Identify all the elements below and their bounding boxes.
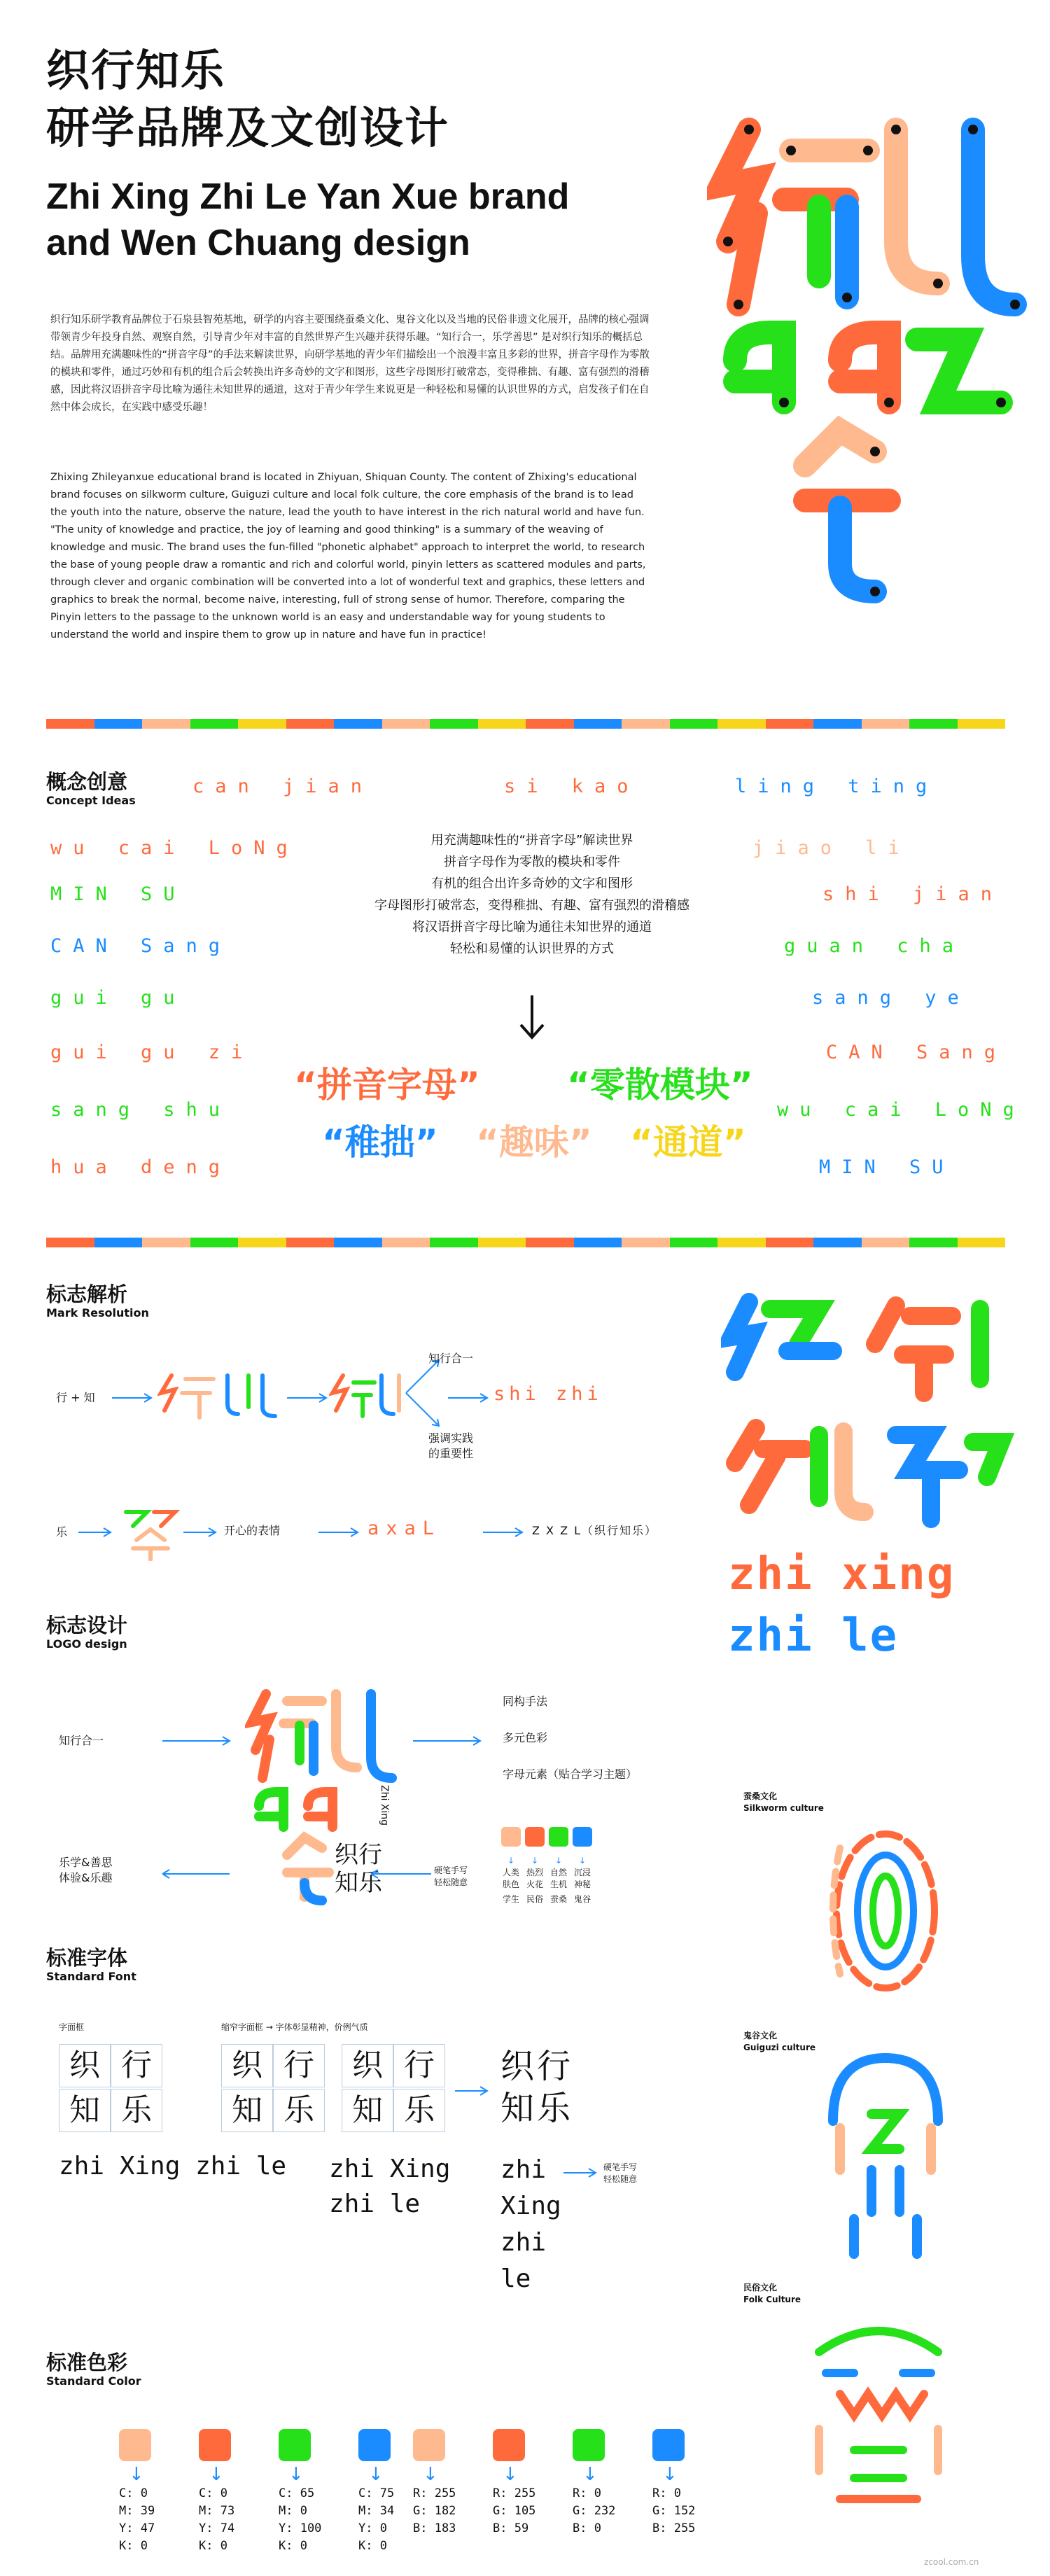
logo-right-note-1: 同构手法 <box>503 1695 548 1708</box>
font-section-title <box>46 1946 136 1984</box>
concept-line: 拼音字母作为零散的模块和零件 <box>444 855 620 869</box>
concept-title-en: Concept Ideas <box>46 794 136 807</box>
rgb-column: ↓ R: 0 G: 232 B: 0 <box>573 2429 620 2538</box>
font-pinyin-word: Xing <box>500 2192 561 2220</box>
guigu-label-cn: 鬼谷文化 <box>743 2031 778 2040</box>
color-chip-peach <box>501 1827 521 1847</box>
main-logo-mark <box>707 102 1029 654</box>
cmyk-column: ↓ C: 75 M: 34 Y: 0 K: 0 <box>358 2429 406 2555</box>
rgb-values <box>493 2485 540 2538</box>
swatch-green <box>279 2429 311 2461</box>
logo-left-note-2: 乐学&善思 体验&乐趣 <box>59 1856 113 1884</box>
concept-line: 用充满趣味性的“拼音字母”解读世界 <box>430 833 634 848</box>
cmyk-m: M: 0 <box>279 2504 307 2518</box>
font-pinyin-line-a: zhi Xing <box>329 2155 451 2183</box>
page-title-cn <box>46 42 449 157</box>
font-glyph: 织 <box>342 2044 393 2087</box>
logo-title-en: LOGO design <box>46 1637 127 1651</box>
mark-note-practice: 强调实践 的重要性 <box>428 1432 474 1460</box>
concept-word-right-4: sang ye <box>812 987 970 1009</box>
icon-label-b: 肤色 <box>502 1879 519 1889</box>
cmyk-m: M: 39 <box>119 2504 155 2518</box>
rgb-values <box>413 2485 461 2538</box>
cmyk-k: K: 0 <box>119 2539 148 2553</box>
cmyk-y: Y: 0 <box>358 2521 387 2535</box>
swatch-peach <box>413 2429 445 2461</box>
cmyk-values <box>199 2485 246 2555</box>
rgb-b: B: 0 <box>573 2521 601 2535</box>
arrow-right-icon <box>483 1527 525 1537</box>
happy-face-text: 开心的表情 <box>224 1524 281 1537</box>
logo-right-note-2: 多元色彩 <box>503 1731 548 1744</box>
logo-pinyin-vertical: Zhi Xing <box>379 1785 390 1826</box>
color-stripe-1 <box>46 719 1005 729</box>
font-pinyin-stacked <box>329 2152 450 2222</box>
keyword-pinyin: “拼音字母” <box>294 1065 480 1105</box>
mark-section-title <box>46 1282 149 1320</box>
concept-word-left-5: gui gu zi <box>50 1042 254 1063</box>
font-shrink-label: 缩窄字面框 → 字体彰显精神，价例气质 <box>221 2022 368 2032</box>
icon-label-b: 生机 <box>550 1879 567 1889</box>
xing-zhi-glyph <box>158 1368 284 1424</box>
rgb-values <box>652 2485 700 2538</box>
cmyk-k: K: 0 <box>279 2539 307 2553</box>
icon-label-col: ↓ 人类 肤色 学生 <box>502 1856 519 1904</box>
silk-label-cn: 蚕桑文化 <box>743 1791 778 1801</box>
rgb-g: G: 232 <box>573 2504 616 2518</box>
font-pinyin-word: le <box>500 2264 531 2293</box>
cmyk-c: C: 0 <box>199 2486 227 2500</box>
concept-word-right-7: MIN SU <box>819 1156 955 1178</box>
swatch-green <box>573 2429 605 2461</box>
folk-label-en: Folk Culture <box>743 2295 802 2304</box>
concept-line: 轻松和易懂的认识世界的方式 <box>450 941 614 956</box>
font-grid-3 <box>342 2044 444 2132</box>
font-glyph: 织 <box>221 2044 273 2087</box>
rgb-g: G: 182 <box>413 2504 456 2518</box>
cmyk-values <box>358 2485 406 2555</box>
rgb-column: ↓ R: 255 G: 182 B: 183 <box>413 2429 461 2538</box>
arrow-right-icon <box>318 1527 360 1537</box>
swatch-peach <box>119 2429 151 2461</box>
font-glyph: 行 <box>393 2044 445 2087</box>
font-glyph: 乐 <box>111 2089 162 2132</box>
folk-mask-illustration <box>791 2310 966 2527</box>
font-title-en: Standard Font <box>46 1970 136 1983</box>
watermark: zcool.com.cn <box>924 2557 979 2567</box>
icon-label-b: 火花 <box>526 1879 543 1889</box>
font-title-cn: 标准字体 <box>46 1946 128 1970</box>
font-box-label: 字面框 <box>59 2022 85 2032</box>
cmyk-m: M: 34 <box>358 2504 395 2518</box>
color-chip-orange <box>525 1827 545 1847</box>
cmyk-column: ↓ C: 0 M: 73 Y: 74 K: 0 <box>199 2429 246 2555</box>
concept-word-right-2: shi jian <box>822 883 1004 905</box>
font-glyph: 乐 <box>393 2089 445 2132</box>
color-title-cn: 标准色彩 <box>46 2351 128 2374</box>
rgb-g: G: 152 <box>652 2504 696 2518</box>
logo-right-note-3: 字母元素（贴合学习主题） <box>503 1768 638 1781</box>
font-glyph: 知 <box>221 2089 273 2132</box>
font-pinyin-line-b: zhi le <box>329 2190 421 2218</box>
arrow-right-icon <box>287 1393 329 1403</box>
color-chip-green <box>549 1827 568 1847</box>
concept-word-left-1: wu cai LoNg <box>50 837 299 859</box>
zxzl-text: Z X Z L（织行知乐） <box>532 1524 658 1537</box>
folk-label <box>743 2282 801 2306</box>
icon-label-col: ↓ 沉浸 神秘 鬼谷 <box>573 1856 591 1904</box>
cmyk-y: Y: 100 <box>279 2521 322 2535</box>
font-glyph: 知 <box>342 2089 393 2132</box>
concept-word-right-5: CAN Sang <box>826 1042 1007 1063</box>
cmyk-c: C: 75 <box>358 2486 395 2500</box>
cmyk-swatches <box>119 2429 406 2555</box>
arrow-right-icon <box>455 2086 490 2096</box>
color-section-title <box>46 2351 141 2388</box>
cmyk-c: C: 65 <box>279 2486 315 2500</box>
xing-zhi-combined-glyph <box>329 1368 406 1424</box>
logo-cn-text: 织行 知乐 <box>335 1841 382 1897</box>
concept-section-title <box>46 770 136 808</box>
guigu-label-en: Guiguzi culture <box>743 2043 816 2052</box>
concept-description <box>336 830 728 960</box>
title-en-line-2: and Wen Chuang design <box>46 223 470 263</box>
arrow-right-icon <box>183 1527 218 1537</box>
guigu-illustration <box>805 2044 966 2275</box>
font-final-cn: 织行 知乐 <box>500 2047 574 2128</box>
logo-left-note-1: 知行合一 <box>59 1734 104 1747</box>
icon-label-c: 民俗 <box>526 1894 543 1904</box>
concept-title-cn: 概念创意 <box>46 770 128 794</box>
arrow-right-icon <box>448 1393 490 1403</box>
concept-word-left-7: hua deng <box>50 1156 232 1178</box>
folk-label-cn: 民俗文化 <box>743 2283 778 2292</box>
icon-label-c: 蚕桑 <box>550 1894 567 1904</box>
rgb-column: ↓ R: 255 G: 105 B: 59 <box>493 2429 540 2538</box>
keyword-fun: “趣味” <box>476 1122 592 1163</box>
logo-pen-note: 硬笔手写 轻松随意 <box>434 1865 468 1887</box>
rgb-values <box>573 2485 620 2538</box>
shi-zhi-letters: shi zhi <box>493 1383 603 1405</box>
concept-word-right-6: wu cai LoNg <box>777 1099 1026 1121</box>
cmyk-values <box>119 2485 167 2555</box>
concept-word-left-4: gui gu <box>50 987 186 1009</box>
right-pinyin-zhile: zhi le <box>728 1610 899 1662</box>
cmyk-k: K: 0 <box>358 2539 387 2553</box>
arrow-right-icon <box>78 1527 113 1537</box>
cmyk-k: K: 0 <box>199 2539 227 2553</box>
arrow-right-icon <box>162 1736 232 1746</box>
rgb-r: R: 0 <box>573 2486 601 2500</box>
rgb-b: B: 59 <box>493 2521 529 2535</box>
icon-label-b: 神秘 <box>573 1879 591 1889</box>
font-grid-1 <box>59 2044 161 2132</box>
font-glyph: 织 <box>59 2044 111 2087</box>
rgb-r: R: 0 <box>652 2486 681 2500</box>
cmyk-c: C: 0 <box>119 2486 148 2500</box>
font-glyph: 知 <box>59 2089 111 2132</box>
cmyk-y: Y: 47 <box>119 2521 155 2535</box>
arrow-right-icon <box>112 1393 154 1403</box>
swatch-orange <box>493 2429 525 2461</box>
cmyk-column: ↓ C: 0 M: 39 Y: 47 K: 0 <box>119 2429 167 2555</box>
rgb-r: R: 255 <box>413 2486 456 2500</box>
concept-word-left-2: MIN SU <box>50 883 186 905</box>
cmyk-y: Y: 74 <box>199 2521 235 2535</box>
arrow-left-icon <box>371 1869 434 1879</box>
arrow-right-icon <box>564 2168 598 2178</box>
right-pinyin-zhixing: zhi xing <box>728 1548 955 1600</box>
silkworm-illustration <box>798 1806 973 2016</box>
le-glyph <box>119 1498 182 1561</box>
logo-color-icons <box>501 1827 592 1847</box>
intro-cn: 织行知乐研学教育品牌位于石泉县智苑基地，研学的内容主要围绕蚕桑文化、鬼谷文化以及当地的民俗非遗文化展开，品牌的核心强调带领青少年投身自然、观察自然，引导青少年对丰富的自然世界产生兴趣并获得乐趣。“知行合一，乐学善思” 是对织行知乐的概括总结。品牌用充满趣味性的“拼音字母”的手法来解读世界，向研学基地的青少年们描绘出一个浪漫丰富且多彩的世界，拼音字母作为零散的模块和零件，通过巧妙和有机的组合后会转换出许多奇妙的文字和图形，这些字母图形打破常态，变得稚拙、有趣、富有强烈的滑稽感，因此将汉语拼音字母比喻为通往未知世界的通道，这对于青少年学生来说更是一种轻松和易懂的认识世界的方式，启发孩子们在自然中体会成长，在实践中感受乐趣！ <box>50 314 650 413</box>
font-pinyin-vertical-list <box>500 2152 561 2297</box>
keyword-naive: “稚拙” <box>322 1122 438 1163</box>
title-cn-line-2: 研学品牌及文创设计 <box>46 102 450 153</box>
font-pinyin-word: zhi <box>500 2155 547 2184</box>
icon-label-c: 学生 <box>502 1894 519 1904</box>
icon-label-a: 自然 <box>550 1868 567 1877</box>
logo-icon-labels <box>501 1855 592 1905</box>
silk-label-en: Silkworm culture <box>743 1803 824 1813</box>
mark-row1-label: 行 + 知 <box>56 1391 95 1404</box>
keyword-modules: “零散模块” <box>567 1065 753 1105</box>
cmyk-m: M: 73 <box>199 2504 235 2518</box>
mark-title-en: Mark Resolution <box>46 1306 149 1320</box>
icon-label-col: ↓ 热烈 火花 民俗 <box>526 1856 543 1904</box>
cmyk-column: ↓ C: 65 M: 0 Y: 100 K: 0 <box>279 2429 326 2555</box>
color-stripe-2 <box>46 1238 1005 1247</box>
swatch-blue <box>652 2429 685 2461</box>
keyword-channel: “通道” <box>630 1122 746 1163</box>
font-glyph: 行 <box>273 2044 325 2087</box>
title-cn-line-1: 织行知乐 <box>46 45 226 96</box>
concept-line: 有机的组合出许多奇妙的文字和图形 <box>431 876 633 891</box>
arrow-left-icon <box>162 1869 232 1879</box>
font-grid-2 <box>221 2044 323 2132</box>
down-arrow-icon <box>518 994 546 1043</box>
font-pinyin-line: zhi Xing zhi le <box>59 2152 287 2180</box>
concept-line: 字母图形打破常态，变得稚拙、有趣、富有强烈的滑稽感 <box>374 898 690 913</box>
mark-row2-label: 乐 <box>56 1525 68 1539</box>
font-glyph: 乐 <box>273 2089 325 2132</box>
color-chip-blue <box>573 1827 592 1847</box>
logo-block-large <box>721 1288 1022 1533</box>
icon-label-a: 人类 <box>502 1868 519 1877</box>
logo-title-cn: 标志设计 <box>46 1614 128 1637</box>
concept-word-top-1: can jian <box>192 776 374 797</box>
rgb-swatches <box>413 2429 700 2538</box>
rgb-b: B: 255 <box>652 2521 696 2535</box>
rgb-g: G: 105 <box>493 2504 536 2518</box>
font-pen-note: 硬笔手写 轻松随意 <box>603 2162 638 2184</box>
concept-word-left-6: sang shu <box>50 1099 232 1121</box>
font-glyph: 行 <box>111 2044 162 2087</box>
axal-letters: axaL <box>368 1518 442 1539</box>
concept-word-right-3: guan cha <box>784 935 965 957</box>
arrow-right-icon <box>413 1736 483 1746</box>
icon-label-col: ↓ 自然 生机 蚕桑 <box>550 1856 567 1904</box>
concept-word-right-1: jiao li <box>752 837 911 859</box>
concept-word-top-3: ling ting <box>735 776 939 797</box>
mark-note-unity: 知行合一 <box>428 1352 474 1365</box>
font-pinyin-word: zhi <box>500 2228 547 2257</box>
swatch-blue <box>358 2429 391 2461</box>
icon-label-a: 沉浸 <box>573 1868 591 1877</box>
icon-label-a: 热烈 <box>526 1868 543 1877</box>
concept-line: 将汉语拼音字母比喻为通往未知世界的通道 <box>412 920 652 934</box>
color-title-en: Standard Color <box>46 2374 141 2388</box>
title-en-line-1: Zhi Xing Zhi Le Yan Xue brand <box>46 176 570 217</box>
swatch-orange <box>199 2429 231 2461</box>
rgb-column: ↓ R: 0 G: 152 B: 255 <box>652 2429 700 2538</box>
concept-word-left-3: CAN Sang <box>50 935 232 957</box>
page-title-en <box>46 174 569 266</box>
intro-en: Zhixing Zhileyanxue educational brand is located in Zhiyuan, Shiquan County. The content of Zhixing's educational brand focuses on silkworm culture, Guiguzi culture and local folk culture, the core emphasis of the brand is to lead the youth into the nature, observe the nature, lead the youth to have interest in the rich natural world and have fun. "The unity of knowledge and practice, the joy of learning and good thinking" is a summary of the weaving of knowledge and music. The brand uses the fun-filled "phonetic alphabet" approach to interpret the world, to research the base of young people draw a romantic and rich and colorful world, pinyin letters as scattered modules and parts, through clever and organic combination will be converted into a lot of wonderful text and graphics, these letters and graphics to break the normal, become naive, interesting, full of strong sense of humor. Therefore, comparing the Pinyin letters to the passage to the unknown world is an easy and understandable way for young students to understand the world and inspire them to grow up in nature and have fun in practice! <box>50 472 646 640</box>
cmyk-values <box>279 2485 326 2555</box>
icon-label-c: 鬼谷 <box>573 1894 591 1904</box>
mark-title-cn: 标志解析 <box>46 1282 128 1306</box>
concept-word-top-2: si kao <box>504 776 640 797</box>
rgb-r: R: 255 <box>493 2486 536 2500</box>
rgb-b: B: 183 <box>413 2521 456 2535</box>
logo-section-title <box>46 1614 127 1651</box>
